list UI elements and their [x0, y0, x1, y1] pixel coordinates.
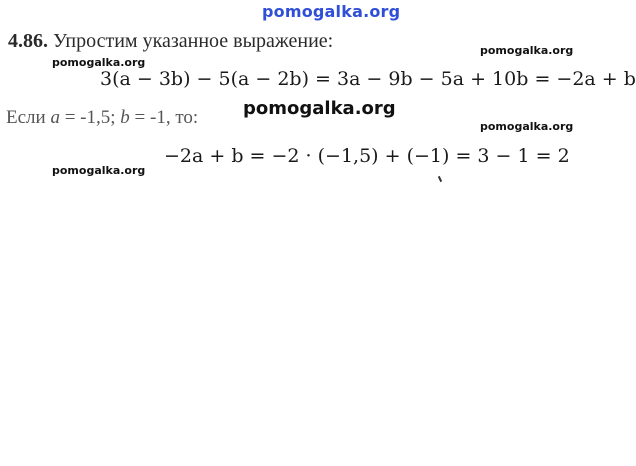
watermark-small: pomogalka.org	[480, 120, 574, 133]
watermark-small: pomogalka.org	[52, 56, 146, 69]
condition-text	[6, 107, 198, 129]
problem-heading	[8, 30, 333, 53]
scan-speck	[438, 176, 442, 182]
problem-number: 4.86.	[8, 30, 48, 52]
equation-simplification: 3(a − 3b) − 5(a − 2b) = 3a − 9b − 5a + 10b = −2a + b	[100, 68, 636, 90]
value-b: = -1, то:	[129, 107, 199, 128]
watermark-big: pomogalka.org	[243, 98, 396, 119]
watermark-small: pomogalka.org	[52, 164, 146, 177]
value-a: = -1,5;	[59, 107, 121, 128]
watermark-small: pomogalka.org	[480, 44, 574, 57]
watermark-top: pomogalka.org	[262, 2, 401, 21]
variable-b: b	[120, 107, 130, 128]
equation-evaluation: −2a + b = −2 · (−1,5) + (−1) = 3 − 1 = 2	[164, 145, 570, 167]
variable-a: a	[50, 107, 60, 128]
problem-heading-text: Упростим указанное выражение:	[53, 30, 334, 52]
condition-prefix: Если	[6, 107, 46, 128]
